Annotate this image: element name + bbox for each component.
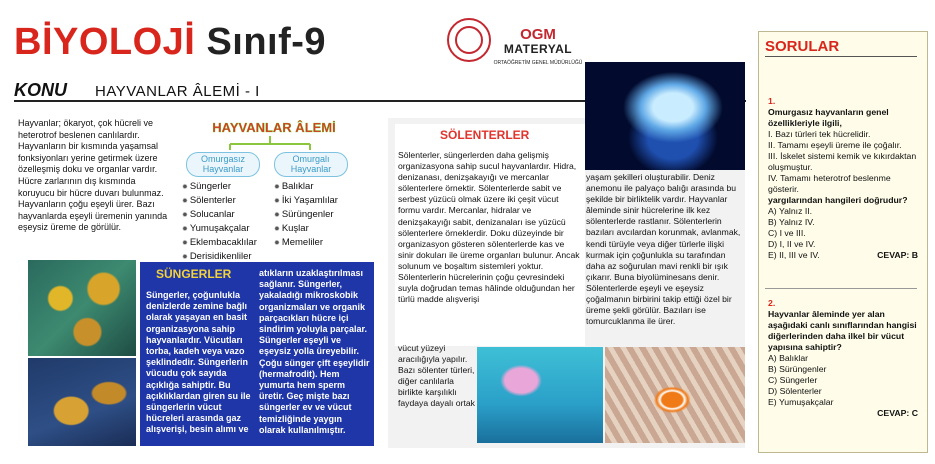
list-item: ✹ Süngerler	[182, 180, 257, 194]
questions-divider	[765, 56, 917, 57]
statement: III. İskelet sistemi kemik ve kıkırdaktan oluşmuştur.	[768, 151, 917, 172]
question-separator	[765, 288, 917, 289]
animal-kingdom-diagram	[170, 118, 370, 262]
answer: CEVAP: B	[877, 250, 918, 260]
title-subject: BİYOLOJİ	[14, 21, 196, 63]
topic-label: KONU	[14, 80, 67, 100]
question-prompt: yargılarından hangileri doğrudur?	[768, 195, 908, 205]
option: D) I, II ve IV.	[768, 239, 816, 249]
ministry-seal-icon	[447, 18, 491, 62]
question-1	[768, 96, 918, 261]
cnidarians-text-right: yaşam şekilleri oluşturabilir. Deniz anemonu ile palyaço balığı arasında bu şekilde bir birliktelik vardır. Hayvanlar âleminde sinir hücrelerine ilk kez sölenterlerde rastlanır. Sölenterlerin bazıları avcılardan korunmak, avlanmak, kendi türüyle veya diğer türlerle ilişki kurmak için çoğunlukla su tarafından daha az soğurulan mavi renkli bir ışık çıkarır. Buna biyolüminesans denir. Sölenterlerde eşeyli ve eşeysiz çoğalmanın birbirini takip ettiği özel bir üreme şekli görülür. Bazıları ise tomurcuklanma ile ürer.	[586, 172, 741, 327]
title-grade: Sınıf-9	[206, 21, 327, 63]
vertebrates-list	[274, 180, 338, 250]
option: C) Süngerler	[768, 375, 818, 385]
cnidarians-title: SÖLENTERLER	[440, 128, 530, 142]
logo-ogm: OGM	[520, 26, 556, 43]
list-item: ✹ Balıklar	[274, 180, 338, 194]
statement: I. Bazı türleri tek hücrelidir.	[768, 129, 871, 139]
intro-text: Hayvanlar; ökaryot, çok hücreli ve heterotrof beslenen canlılardır. Hayvanların bir kısmında yaşamsal fonksiyonları yerine getirmek üzere özelleşmiş doku ve organlar vardır. Hücre zarlarının dış kısmında koruyucu bir hücre duvarı bulunmaz. Hayvanların çoğu eşeyli ürer. Bazı hayvanlarda eşeyli üremenin yanında eşeysiz üreme de görülür.	[18, 118, 168, 233]
statement: II. Tamamı eşeyli üreme ile çoğalır.	[768, 140, 902, 150]
list-item: ✹ Memeliler	[274, 236, 338, 250]
vertebrates-category: Omurgalı Hayvanlar	[274, 152, 348, 177]
sponge-photo	[28, 260, 136, 356]
cnidarians-text-main: Sölenterler, süngerlerden daha gelişmiş organizasyona sahip sucul hayvanlardır. Hidra, denizanası, denizşakayığı ve mercanlar sölenterlere örnektir. Sölenterlerde sabit ve serbest yüzücü olmak üzere iki çeşit vücut formu vardır. Mercanlar, hidralar ve denizşakayığı sabit, denizanaları ise yüzücü sölenterlere örneklerdir. Doku düzeyinde bir organizasyon gösteren sölenterlerde kas ve sinir dokuları ile üreme organları bulunur. Ancak solunum ve boşaltım sistemleri yoktur. Sölenterlerin hücrelerinin çoğu çevresindeki suyla doğrudan temas hâlinde olduğundan her türlü madde alışverişi	[398, 150, 580, 305]
question-stem: Hayvanlar âleminde yer alan aşağıdaki canlı sınıflarından hangisi diğerlerinden daha ilkel bir vücut yapısına sahiptir?	[768, 309, 917, 352]
cnidarians-text-cont: vücut yüzeyi aracılığıyla yapılır. Bazı sölenter türleri, diğer canlılarla birlikte karşılıklı faydaya dayalı ortak	[398, 343, 475, 409]
jellyfish-photo	[585, 62, 745, 170]
sponges-text-left: Süngerler, çoğunlukla denizlerde zemine bağlı olarak yaşayan en basit organizasyona sahip hayvanlardır. Vücutları torba, kadeh veya vazo şeklindedir. Süngerlerin vücudu çok sayıda açıklığa sahiptir. Bu açıklıklardan giren su ile süngerlerin vücut hücreleri arasında gaz alışverişi, besin alımı ve	[146, 290, 251, 435]
question-number: 1.	[768, 96, 776, 106]
invertebrates-category: Omurgasız Hayvanlar	[186, 152, 260, 177]
list-item: ✹ Sölenterler	[182, 194, 257, 208]
tube-sponge-photo	[28, 358, 136, 446]
list-item: ✹ İki Yaşamlılar	[274, 194, 338, 208]
question-stem: Omurgasız hayvanların genel özellikleriyle ilgili,	[768, 107, 889, 128]
page-title	[14, 22, 326, 62]
option: E) II, III ve IV.	[768, 250, 820, 260]
option: B) Sürüngenler	[768, 364, 827, 374]
list-item: ✹ Eklembacaklılar	[182, 236, 257, 250]
logo-subtitle: ORTAÖĞRETİM GENEL MÜDÜRLÜĞÜ	[493, 60, 583, 66]
jellyfish-photo-2	[477, 347, 603, 443]
option: D) Sölenterler	[768, 386, 822, 396]
option: A) Yalnız II.	[768, 206, 813, 216]
statement: IV. Tamamı heterotrof beslenme gösterir.	[768, 173, 891, 194]
option: C) I ve III.	[768, 228, 806, 238]
list-item: ✹ Sürüngenler	[274, 208, 338, 222]
list-item: ✹ Yumuşakçalar	[182, 222, 257, 236]
option: A) Balıklar	[768, 353, 809, 363]
sponges-title: SÜNGERLER	[156, 267, 232, 281]
option: E) Yumuşakçalar	[768, 397, 834, 407]
answer: CEVAP: C	[877, 408, 918, 418]
animal-kingdom-title: HAYVANLAR ÂLEMİ	[212, 120, 336, 135]
topic-value: HAYVANLAR ÂLEMİ - I	[95, 83, 260, 100]
ogm-logo	[493, 28, 583, 70]
list-item: ✹ Kuşlar	[274, 222, 338, 236]
last-option-row	[768, 250, 918, 261]
invertebrates-list	[182, 180, 257, 264]
question-2	[768, 298, 918, 419]
logo-materyal: MATERYAL	[503, 42, 573, 56]
list-item: ✹ Derisidikenliler	[182, 250, 257, 264]
sponges-text-right: atıkların uzaklaştırılması sağlanır. Süngerler, yakaladığı mikroskobik organizmaları ve organik parçacıkları hücre içi sindirim yoluyla parçalar. Süngerler eşeyli ve eşeysiz yolla üreyebilir. Çoğu sünger çift eşeylidir (hermafrodit). Hem yumurta hem sperm üretir. Geç mişte bazı süngerler ev ve vücut temizliğinde yaygın olarak kullanılmıştır.	[259, 268, 370, 435]
option: B) Yalnız IV.	[768, 217, 815, 227]
question-number: 2.	[768, 298, 776, 308]
questions-title: SORULAR	[765, 38, 840, 55]
list-item: ✹ Solucanlar	[182, 208, 257, 222]
clownfish-anemone-photo	[605, 347, 745, 443]
